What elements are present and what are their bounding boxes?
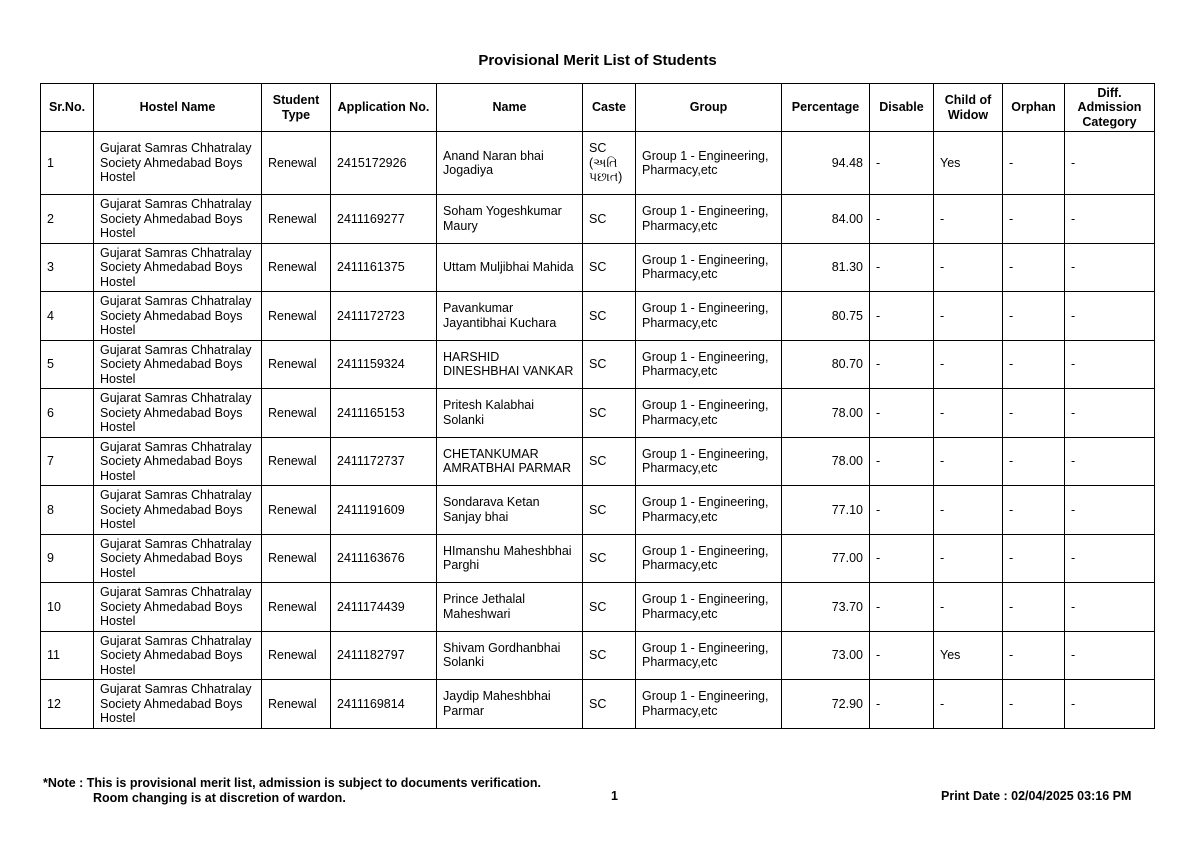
- cell-application-no: 2411172737: [331, 437, 437, 486]
- cell-child-of-widow: -: [934, 680, 1003, 729]
- cell-child-of-widow: -: [934, 486, 1003, 535]
- cell-student-name: Pritesh Kalabhai Solanki: [437, 389, 583, 438]
- cell-disable: -: [870, 631, 934, 680]
- cell-disable: -: [870, 389, 934, 438]
- table-row: [41, 340, 1155, 389]
- cell-diff-admission-category: -: [1065, 631, 1155, 680]
- cell-orphan: -: [1003, 195, 1065, 244]
- cell-disable: -: [870, 243, 934, 292]
- column-header-diff-admission-category: Diff. Admission Category: [1065, 84, 1155, 132]
- table-row: [41, 534, 1155, 583]
- table-row: [41, 195, 1155, 244]
- merit-list-table: [40, 83, 1155, 729]
- cell-orphan: -: [1003, 486, 1065, 535]
- cell-group: Group 1 - Engineering, Pharmacy,etc: [636, 631, 782, 680]
- cell-orphan: -: [1003, 292, 1065, 341]
- cell-sr-no: 11: [41, 631, 94, 680]
- cell-percentage: 78.00: [782, 389, 870, 438]
- footer-note-line-1: *Note : This is provisional merit list, admission is subject to documents verification.: [43, 776, 542, 790]
- column-header-percentage: Percentage: [782, 84, 870, 132]
- cell-caste: SC: [583, 583, 636, 632]
- cell-caste: SC: [583, 340, 636, 389]
- cell-child-of-widow: -: [934, 389, 1003, 438]
- cell-student-type: Renewal: [262, 631, 331, 680]
- cell-caste: SC: [583, 437, 636, 486]
- table-row: [41, 292, 1155, 341]
- cell-application-no: 2411174439: [331, 583, 437, 632]
- cell-diff-admission-category: -: [1065, 292, 1155, 341]
- cell-caste: SC: [583, 195, 636, 244]
- cell-student-name: Anand Naran bhai Jogadiya: [437, 132, 583, 195]
- cell-diff-admission-category: -: [1065, 534, 1155, 583]
- cell-application-no: 2411172723: [331, 292, 437, 341]
- cell-diff-admission-category: -: [1065, 680, 1155, 729]
- cell-student-type: Renewal: [262, 583, 331, 632]
- cell-student-name: Jaydip Maheshbhai Parmar: [437, 680, 583, 729]
- cell-sr-no: 6: [41, 389, 94, 438]
- cell-caste: SC: [583, 486, 636, 535]
- cell-percentage: 80.75: [782, 292, 870, 341]
- cell-application-no: 2411161375: [331, 243, 437, 292]
- cell-percentage: 77.00: [782, 534, 870, 583]
- table-row: [41, 437, 1155, 486]
- cell-percentage: 78.00: [782, 437, 870, 486]
- column-header-group: Group: [636, 84, 782, 132]
- cell-diff-admission-category: -: [1065, 243, 1155, 292]
- cell-child-of-widow: -: [934, 292, 1003, 341]
- cell-sr-no: 2: [41, 195, 94, 244]
- page-title: Provisional Merit List of Students: [478, 52, 717, 69]
- cell-sr-no: 4: [41, 292, 94, 341]
- column-header-application-no: Application No.: [331, 84, 437, 132]
- cell-child-of-widow: -: [934, 437, 1003, 486]
- cell-orphan: -: [1003, 243, 1065, 292]
- cell-percentage: 77.10: [782, 486, 870, 535]
- cell-student-name: Shivam Gordhanbhai Solanki: [437, 631, 583, 680]
- cell-child-of-widow: -: [934, 583, 1003, 632]
- cell-orphan: -: [1003, 534, 1065, 583]
- cell-diff-admission-category: -: [1065, 195, 1155, 244]
- cell-caste: SC: [583, 534, 636, 583]
- cell-hostel-name: Gujarat Samras Chhatralay Society Ahmedabad Boys Hostel: [94, 389, 262, 438]
- cell-group: Group 1 - Engineering, Pharmacy,etc: [636, 132, 782, 195]
- cell-disable: -: [870, 534, 934, 583]
- cell-diff-admission-category: -: [1065, 486, 1155, 535]
- cell-disable: -: [870, 132, 934, 195]
- cell-group: Group 1 - Engineering, Pharmacy,etc: [636, 292, 782, 341]
- cell-hostel-name: Gujarat Samras Chhatralay Society Ahmedabad Boys Hostel: [94, 340, 262, 389]
- cell-student-name: HImanshu Maheshbhai Parghi: [437, 534, 583, 583]
- cell-hostel-name: Gujarat Samras Chhatralay Society Ahmedabad Boys Hostel: [94, 583, 262, 632]
- cell-disable: -: [870, 292, 934, 341]
- cell-hostel-name: Gujarat Samras Chhatralay Society Ahmedabad Boys Hostel: [94, 631, 262, 680]
- print-date: Print Date : 02/04/2025 03:16 PM: [941, 789, 1132, 803]
- cell-percentage: 81.30: [782, 243, 870, 292]
- cell-orphan: -: [1003, 631, 1065, 680]
- table-row: [41, 243, 1155, 292]
- cell-sr-no: 9: [41, 534, 94, 583]
- cell-application-no: 2411159324: [331, 340, 437, 389]
- cell-hostel-name: Gujarat Samras Chhatralay Society Ahmedabad Boys Hostel: [94, 437, 262, 486]
- cell-student-type: Renewal: [262, 534, 331, 583]
- cell-group: Group 1 - Engineering, Pharmacy,etc: [636, 583, 782, 632]
- cell-diff-admission-category: -: [1065, 132, 1155, 195]
- cell-percentage: 72.90: [782, 680, 870, 729]
- column-header-disable: Disable: [870, 84, 934, 132]
- cell-hostel-name: Gujarat Samras Chhatralay Society Ahmedabad Boys Hostel: [94, 534, 262, 583]
- cell-orphan: -: [1003, 340, 1065, 389]
- cell-child-of-widow: -: [934, 243, 1003, 292]
- cell-student-type: Renewal: [262, 389, 331, 438]
- cell-child-of-widow: Yes: [934, 132, 1003, 195]
- table-row: [41, 486, 1155, 535]
- cell-orphan: -: [1003, 437, 1065, 486]
- table-header-row: [41, 84, 1155, 132]
- table-row: [41, 631, 1155, 680]
- cell-sr-no: 5: [41, 340, 94, 389]
- cell-student-type: Renewal: [262, 132, 331, 195]
- cell-child-of-widow: -: [934, 534, 1003, 583]
- table-row: [41, 680, 1155, 729]
- cell-student-type: Renewal: [262, 292, 331, 341]
- cell-student-name: Uttam Muljibhai Mahida: [437, 243, 583, 292]
- cell-application-no: 2411165153: [331, 389, 437, 438]
- cell-caste: SC: [583, 243, 636, 292]
- cell-application-no: 2411169277: [331, 195, 437, 244]
- cell-group: Group 1 - Engineering, Pharmacy,etc: [636, 680, 782, 729]
- cell-hostel-name: Gujarat Samras Chhatralay Society Ahmedabad Boys Hostel: [94, 486, 262, 535]
- cell-diff-admission-category: -: [1065, 583, 1155, 632]
- cell-caste: SC: [583, 389, 636, 438]
- column-header-hostel-name: Hostel Name: [94, 84, 262, 132]
- cell-orphan: -: [1003, 389, 1065, 438]
- cell-child-of-widow: Yes: [934, 631, 1003, 680]
- cell-diff-admission-category: -: [1065, 389, 1155, 438]
- column-header-orphan: Orphan: [1003, 84, 1065, 132]
- cell-application-no: 2411169814: [331, 680, 437, 729]
- cell-sr-no: 12: [41, 680, 94, 729]
- cell-student-name: Sondarava Ketan Sanjay bhai: [437, 486, 583, 535]
- cell-disable: -: [870, 195, 934, 244]
- cell-disable: -: [870, 680, 934, 729]
- cell-group: Group 1 - Engineering, Pharmacy,etc: [636, 389, 782, 438]
- cell-percentage: 84.00: [782, 195, 870, 244]
- cell-application-no: 2415172926: [331, 132, 437, 195]
- cell-orphan: -: [1003, 132, 1065, 195]
- cell-percentage: 94.48: [782, 132, 870, 195]
- cell-caste: SC: [583, 631, 636, 680]
- cell-caste: SC: [583, 680, 636, 729]
- cell-disable: -: [870, 340, 934, 389]
- cell-student-type: Renewal: [262, 340, 331, 389]
- footer-note: [43, 776, 541, 806]
- column-header-sr-no: Sr.No.: [41, 84, 94, 132]
- cell-caste: SC: [583, 292, 636, 341]
- cell-sr-no: 10: [41, 583, 94, 632]
- cell-application-no: 2411191609: [331, 486, 437, 535]
- table-row: [41, 389, 1155, 438]
- cell-application-no: 2411182797: [331, 631, 437, 680]
- page-number: 1: [611, 789, 618, 803]
- cell-disable: -: [870, 583, 934, 632]
- cell-student-name: Soham Yogeshkumar Maury: [437, 195, 583, 244]
- cell-sr-no: 3: [41, 243, 94, 292]
- cell-hostel-name: Gujarat Samras Chhatralay Society Ahmedabad Boys Hostel: [94, 132, 262, 195]
- cell-student-name: HARSHID DINESHBHAI VANKAR: [437, 340, 583, 389]
- cell-student-type: Renewal: [262, 195, 331, 244]
- cell-student-type: Renewal: [262, 486, 331, 535]
- cell-diff-admission-category: -: [1065, 437, 1155, 486]
- cell-disable: -: [870, 486, 934, 535]
- cell-student-type: Renewal: [262, 243, 331, 292]
- cell-orphan: -: [1003, 583, 1065, 632]
- cell-percentage: 73.00: [782, 631, 870, 680]
- cell-group: Group 1 - Engineering, Pharmacy,etc: [636, 534, 782, 583]
- column-header-child-of-widow: Child of Widow: [934, 84, 1003, 132]
- cell-student-name: Prince Jethalal Maheshwari: [437, 583, 583, 632]
- cell-hostel-name: Gujarat Samras Chhatralay Society Ahmedabad Boys Hostel: [94, 195, 262, 244]
- cell-sr-no: 8: [41, 486, 94, 535]
- cell-sr-no: 1: [41, 132, 94, 195]
- cell-hostel-name: Gujarat Samras Chhatralay Society Ahmedabad Boys Hostel: [94, 680, 262, 729]
- cell-disable: -: [870, 437, 934, 486]
- cell-hostel-name: Gujarat Samras Chhatralay Society Ahmedabad Boys Hostel: [94, 292, 262, 341]
- cell-child-of-widow: -: [934, 340, 1003, 389]
- cell-sr-no: 7: [41, 437, 94, 486]
- cell-group: Group 1 - Engineering, Pharmacy,etc: [636, 243, 782, 292]
- cell-group: Group 1 - Engineering, Pharmacy,etc: [636, 486, 782, 535]
- cell-hostel-name: Gujarat Samras Chhatralay Society Ahmedabad Boys Hostel: [94, 243, 262, 292]
- cell-student-name: Pavankumar Jayantibhai Kuchara: [437, 292, 583, 341]
- cell-orphan: -: [1003, 680, 1065, 729]
- table-row: [41, 583, 1155, 632]
- cell-percentage: 73.70: [782, 583, 870, 632]
- cell-student-type: Renewal: [262, 680, 331, 729]
- cell-application-no: 2411163676: [331, 534, 437, 583]
- footer-note-line-2: Room changing is at discretion of wardon.: [93, 791, 346, 805]
- cell-percentage: 80.70: [782, 340, 870, 389]
- cell-group: Group 1 - Engineering, Pharmacy,etc: [636, 340, 782, 389]
- column-header-caste: Caste: [583, 84, 636, 132]
- cell-group: Group 1 - Engineering, Pharmacy,etc: [636, 437, 782, 486]
- table-row: [41, 132, 1155, 195]
- column-header-name: Name: [437, 84, 583, 132]
- cell-student-name: CHETANKUMAR AMRATBHAI PARMAR: [437, 437, 583, 486]
- column-header-student-type: Student Type: [262, 84, 331, 132]
- cell-group: Group 1 - Engineering, Pharmacy,etc: [636, 195, 782, 244]
- cell-caste: SC (અતિ પછાત): [583, 132, 636, 195]
- cell-student-type: Renewal: [262, 437, 331, 486]
- cell-child-of-widow: -: [934, 195, 1003, 244]
- cell-diff-admission-category: -: [1065, 340, 1155, 389]
